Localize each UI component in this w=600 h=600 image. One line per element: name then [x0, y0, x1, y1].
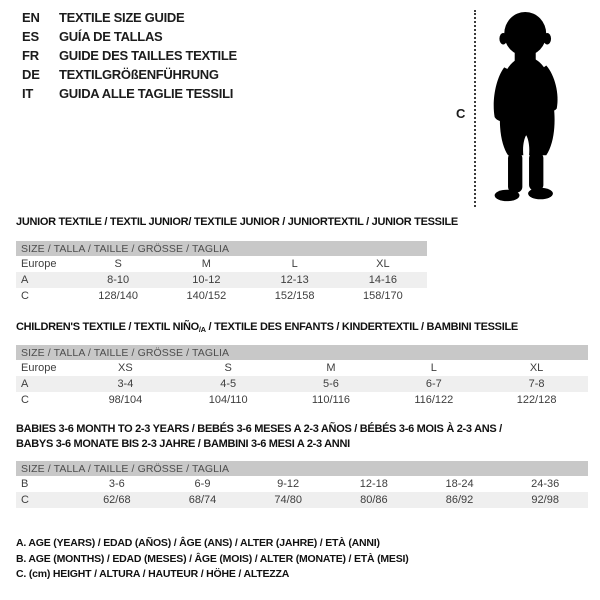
- age-cell: 5-6: [323, 378, 339, 390]
- height-cell: 116/122: [414, 394, 454, 406]
- lang-row-es: [22, 27, 237, 46]
- height-measure-label: C: [456, 106, 466, 121]
- section-heading-children: [16, 321, 518, 333]
- height-cell: 152/158: [274, 290, 315, 302]
- size-table-junior: [16, 241, 427, 304]
- row-label: A: [21, 378, 29, 390]
- age-cell: 4-5: [220, 378, 237, 390]
- row-label: A: [21, 274, 29, 286]
- heading-subscript: /A: [198, 325, 206, 334]
- baby-silhouette: [487, 8, 573, 208]
- size-header-bar: [16, 345, 588, 360]
- size-header-label: SIZE / TALLA / TAILLE / GRÖSSE / TAGLIA: [21, 346, 230, 359]
- section-heading-babies-line2: BABYS 3-6 MONATE BIS 2-3 JAHRE / BAMBINI 3-6 MESI A 2-3 ANNI: [16, 438, 350, 450]
- size-cell: L: [430, 362, 437, 374]
- row-label: C: [21, 290, 29, 302]
- lang-title: GUIDE DES TAILLES TEXTILE: [59, 48, 237, 63]
- size-cell: M: [201, 258, 211, 270]
- table-row-europe: [16, 360, 588, 376]
- table-row-height: [16, 392, 588, 408]
- lang-code: EN: [22, 10, 40, 25]
- size-header-label: SIZE / TALLA / TAILLE / GRÖSSE / TAGLIA: [21, 242, 230, 255]
- lang-row-fr: [22, 46, 237, 65]
- height-cell: 104/110: [208, 394, 248, 406]
- section-heading-junior: JUNIOR TEXTILE / TEXTIL JUNIOR/ TEXTILE JUNIOR / JUNIORTEXTIL / JUNIOR TESSILE: [16, 216, 458, 228]
- size-cell: XL: [376, 258, 390, 270]
- table-row-age: [16, 376, 588, 392]
- height-cell: 158/170: [362, 290, 403, 302]
- height-cell: 86/92: [445, 494, 474, 506]
- measure-legend: [16, 536, 409, 583]
- row-label: B: [21, 478, 29, 490]
- row-label: C: [21, 394, 29, 406]
- height-cell: 74/80: [274, 494, 302, 506]
- legend-line-b: B. AGE (MONTHS) / EDAD (MESES) / ÂGE (MOIS) / ALTER (MONATE) / ETÀ (MESI): [16, 552, 409, 565]
- section-heading-babies-line1: BABIES 3-6 MONTH TO 2-3 YEARS / BEBÉS 3-6 MESES A 2-3 AÑOS / BÉBÉS 3-6 MOIS À 2-3 ANS /: [16, 423, 502, 435]
- language-title-list: [22, 8, 237, 103]
- size-cell: S: [114, 258, 122, 270]
- lang-code: FR: [22, 48, 39, 63]
- legend-line-c: C. (cm) HEIGHT / ALTURA / HAUTEUR / HÖHE / ALTEZZA: [16, 568, 290, 580]
- baby-ear-right: [543, 33, 551, 44]
- heading-part: CHILDREN'S TEXTILE / TEXTIL NIÑO: [16, 321, 199, 333]
- size-table-children: [16, 345, 588, 408]
- height-cell: 68/74: [188, 494, 217, 506]
- table-row-europe: [16, 256, 427, 272]
- heading-part: / TEXTILE DES ENFANTS / KINDERTEXTIL / BAMBINI TESSILE: [205, 321, 518, 333]
- baby-ear-left: [499, 33, 507, 44]
- age-cell: 3-6: [108, 478, 125, 490]
- size-cell: S: [224, 362, 232, 374]
- age-cell: 7-8: [528, 378, 545, 390]
- baby-foot-left: [495, 190, 520, 201]
- size-cell: XL: [529, 362, 544, 374]
- lang-title: GUIDA ALLE TAGLIE TESSILI: [59, 86, 234, 101]
- lang-row-en: [22, 8, 237, 27]
- row-label: Europe: [21, 258, 57, 270]
- lang-code: ES: [22, 29, 39, 44]
- table-row-height: [16, 492, 588, 508]
- age-cell: 3-4: [117, 378, 134, 390]
- height-cell: 62/68: [103, 494, 131, 506]
- height-cell: 80/86: [360, 494, 388, 506]
- legend-line-a: A. AGE (YEARS) / EDAD (AÑOS) / ÂGE (ANS) / ALTER (JAHRE) / ETÀ (ANNI): [16, 537, 380, 549]
- age-cell: 14-16: [368, 274, 397, 286]
- size-header-bar: [16, 241, 427, 256]
- age-cell: 6-7: [425, 378, 442, 390]
- size-table-babies: [16, 461, 588, 508]
- table-row-age: [16, 272, 427, 288]
- lang-title: TEXTILGRÖßENFÜHRUNG: [59, 67, 219, 82]
- age-cell: 24-36: [531, 478, 560, 490]
- age-cell: 8-10: [107, 274, 130, 286]
- baby-leg-right: [529, 152, 543, 190]
- age-cell: 12-13: [280, 274, 309, 286]
- lang-row-de: [22, 65, 237, 84]
- height-cell: 140/152: [186, 290, 227, 302]
- height-cell: 122/128: [516, 394, 557, 406]
- baby-foot-right: [528, 188, 553, 199]
- lang-row-it: [22, 84, 237, 103]
- table-row-height: [16, 288, 427, 304]
- row-label: Europe: [21, 362, 57, 374]
- height-dotted-line: [474, 10, 476, 207]
- height-cell: 92/98: [531, 494, 559, 506]
- age-cell: 6-9: [194, 478, 211, 490]
- age-cell: 12-18: [359, 478, 388, 490]
- size-header-bar: [16, 461, 588, 476]
- lang-title: TEXTILE SIZE GUIDE: [59, 10, 185, 25]
- height-cell: 110/116: [311, 394, 351, 406]
- baby-shorts: [500, 108, 555, 156]
- age-cell: 9-12: [277, 478, 300, 490]
- lang-code: DE: [22, 67, 40, 82]
- table-row-age-months: [16, 476, 588, 492]
- size-cell: L: [291, 258, 298, 270]
- height-cell: 128/140: [98, 290, 138, 302]
- size-header-label: SIZE / TALLA / TAILLE / GRÖSSE / TAGLIA: [21, 462, 230, 475]
- age-cell: 18-24: [445, 478, 474, 490]
- row-label: C: [21, 494, 29, 506]
- size-cell: XS: [118, 362, 133, 374]
- height-cell: 98/104: [108, 394, 143, 406]
- age-cell: 10-12: [192, 274, 221, 286]
- lang-code: IT: [22, 86, 34, 101]
- lang-title: GUÍA DE TALLAS: [59, 29, 163, 44]
- size-cell: M: [326, 362, 336, 374]
- baby-leg-left: [508, 152, 522, 192]
